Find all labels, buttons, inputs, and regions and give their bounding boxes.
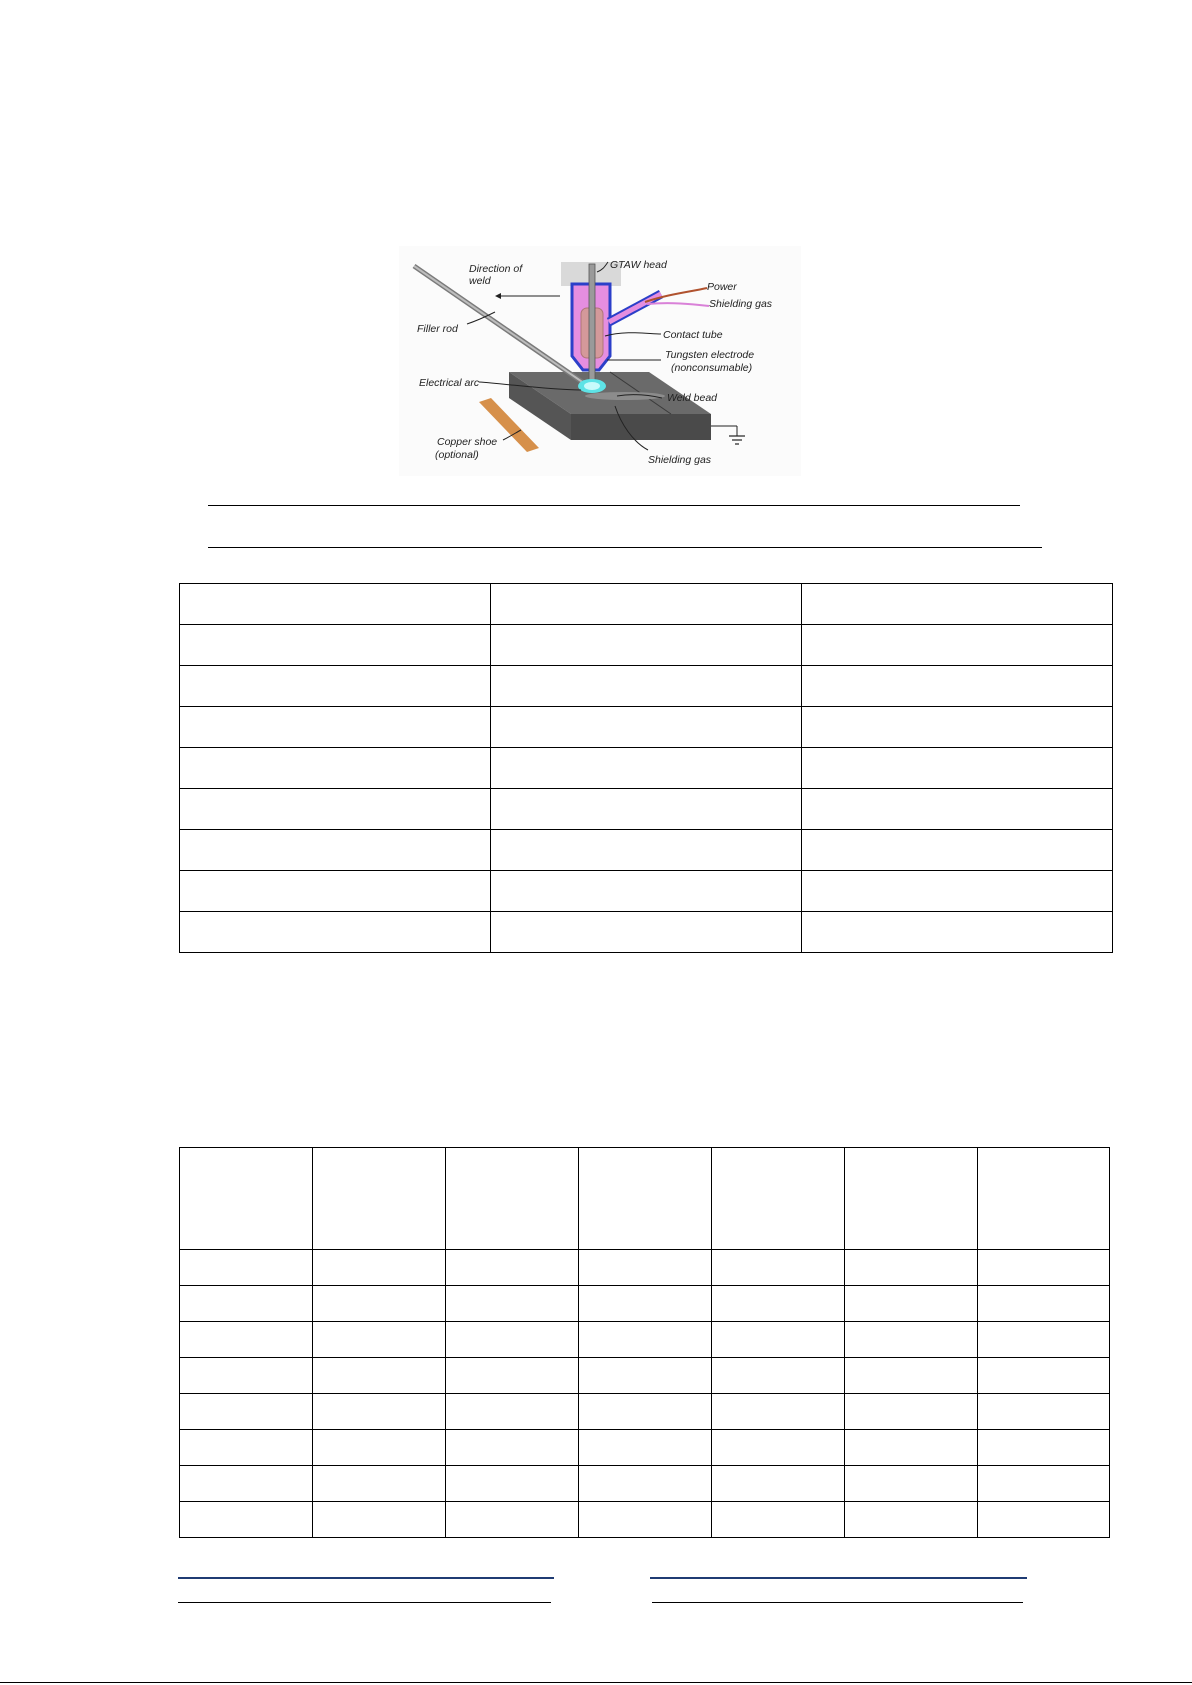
table-cell (802, 830, 1113, 871)
table-cell (712, 1250, 845, 1286)
table-cell (579, 1394, 712, 1430)
label-direction-of-weld: Direction of (469, 263, 523, 275)
table-row (180, 912, 1113, 953)
table-cell (978, 1430, 1110, 1466)
table-cell (491, 871, 802, 912)
table-cell (802, 584, 1113, 625)
table-header-cell (978, 1148, 1110, 1250)
table-cell (845, 1466, 978, 1502)
table-row (180, 1322, 1110, 1358)
label-power: Power (707, 281, 737, 293)
label-filler-rod: Filler rod (417, 323, 458, 335)
table-header-cell (313, 1148, 446, 1250)
table-cell (491, 625, 802, 666)
table-cell (446, 1394, 579, 1430)
table-row (180, 625, 1113, 666)
label-gtaw-head: GTAW head (610, 259, 667, 271)
table-cell (180, 1502, 313, 1538)
table-cell (180, 707, 491, 748)
tungsten-electrode (589, 264, 595, 380)
table-cell (712, 1430, 845, 1466)
table-cell (802, 912, 1113, 953)
table-cell (180, 1358, 313, 1394)
answer-line-1 (208, 505, 1020, 506)
table-cell (712, 1322, 845, 1358)
table-cell (180, 830, 491, 871)
table-cell (446, 1286, 579, 1322)
gas-hose (647, 303, 709, 306)
table-cell (802, 789, 1113, 830)
table-cell (313, 1286, 446, 1322)
table-row (180, 789, 1113, 830)
table-cell (802, 748, 1113, 789)
table-cell (579, 1286, 712, 1322)
table-row (180, 1250, 1110, 1286)
table-cell (180, 1286, 313, 1322)
label-shielding-gas-bottom: Shielding gas (648, 454, 712, 466)
table-header-cell (845, 1148, 978, 1250)
table-cell (313, 1430, 446, 1466)
table-cell (446, 1502, 579, 1538)
table-cell (802, 707, 1113, 748)
gtaw-diagram-svg (399, 246, 801, 476)
table-cell (491, 584, 802, 625)
table-cell (446, 1322, 579, 1358)
table-cell (845, 1502, 978, 1538)
table-cell (180, 1250, 313, 1286)
table-cell (446, 1466, 579, 1502)
table-row (180, 666, 1113, 707)
signature-line-right-top (650, 1577, 1027, 1579)
table-cell (978, 1466, 1110, 1502)
table-cell (180, 1322, 313, 1358)
table-cell (579, 1358, 712, 1394)
table-cell (491, 748, 802, 789)
table-cell (845, 1430, 978, 1466)
table-cell (802, 871, 1113, 912)
table-cell (978, 1358, 1110, 1394)
table-cell (845, 1322, 978, 1358)
table-cell (491, 789, 802, 830)
table-cell (802, 625, 1113, 666)
gtaw-welding-diagram (399, 246, 801, 476)
label-direction-of-weld-2: weld (469, 275, 491, 287)
table-cell (802, 666, 1113, 707)
table-cell (978, 1250, 1110, 1286)
table-cell (313, 1322, 446, 1358)
table-cell (845, 1394, 978, 1430)
table-cell (978, 1394, 1110, 1430)
table-cell (313, 1502, 446, 1538)
table-row (180, 1502, 1110, 1538)
signature-line-right-bottom (652, 1602, 1023, 1603)
table-cell (180, 1430, 313, 1466)
label-copper-shoe: Copper shoe (437, 436, 498, 448)
table-cell (712, 1502, 845, 1538)
table-header-cell (579, 1148, 712, 1250)
table-cell (712, 1394, 845, 1430)
table-cell (579, 1322, 712, 1358)
table-cell (180, 1466, 313, 1502)
answer-line-2 (208, 547, 1042, 548)
table-row (180, 1286, 1110, 1322)
table-row (180, 830, 1113, 871)
table-cell (491, 912, 802, 953)
table-row (180, 1358, 1110, 1394)
table-header-row (180, 1148, 1110, 1250)
table-cell (180, 789, 491, 830)
table-cell (845, 1286, 978, 1322)
table-cell (491, 830, 802, 871)
label-weld-bead: Weld bead (667, 392, 718, 404)
table-cell (180, 912, 491, 953)
table-cell (491, 666, 802, 707)
blank-table-3-col (179, 583, 1113, 953)
signature-line-left-top (178, 1577, 554, 1579)
table-cell (712, 1358, 845, 1394)
table-cell (712, 1466, 845, 1502)
table-cell (845, 1250, 978, 1286)
blank-table-7-col (179, 1147, 1110, 1538)
table-cell (313, 1466, 446, 1502)
label-tungsten-electrode: Tungsten electrode (665, 349, 755, 361)
table-cell (579, 1430, 712, 1466)
table-row (180, 871, 1113, 912)
table-cell (579, 1250, 712, 1286)
table-cell (712, 1286, 845, 1322)
table-header-cell (712, 1148, 845, 1250)
table-cell (313, 1358, 446, 1394)
table-cell (978, 1286, 1110, 1322)
label-copper-shoe-2: (optional) (435, 449, 479, 461)
page-footer-line (0, 1682, 1192, 1683)
table-row (180, 584, 1113, 625)
table-cell (491, 707, 802, 748)
table-cell (446, 1358, 579, 1394)
label-shielding-gas-top: Shielding gas (709, 298, 773, 310)
table-cell (180, 584, 491, 625)
table-cell (313, 1394, 446, 1430)
table-cell (446, 1250, 579, 1286)
table-cell (845, 1358, 978, 1394)
table-row (180, 707, 1113, 748)
table-cell (180, 748, 491, 789)
table-cell (579, 1466, 712, 1502)
label-electrical-arc: Electrical arc (419, 377, 480, 389)
table-cell (579, 1502, 712, 1538)
table-cell (180, 625, 491, 666)
table-row (180, 1466, 1110, 1502)
table-row (180, 1430, 1110, 1466)
table-cell (446, 1430, 579, 1466)
label-tungsten-electrode-2: (nonconsumable) (671, 362, 753, 374)
table-row (180, 748, 1113, 789)
table-row (180, 1394, 1110, 1430)
table-header-cell (446, 1148, 579, 1250)
signature-line-left-bottom (178, 1602, 551, 1603)
table-header-cell (180, 1148, 313, 1250)
table-cell (313, 1250, 446, 1286)
table-cell (180, 666, 491, 707)
table-cell (978, 1502, 1110, 1538)
table-cell (978, 1322, 1110, 1358)
label-contact-tube: Contact tube (663, 329, 723, 341)
table-cell (180, 871, 491, 912)
table-cell (180, 1394, 313, 1430)
